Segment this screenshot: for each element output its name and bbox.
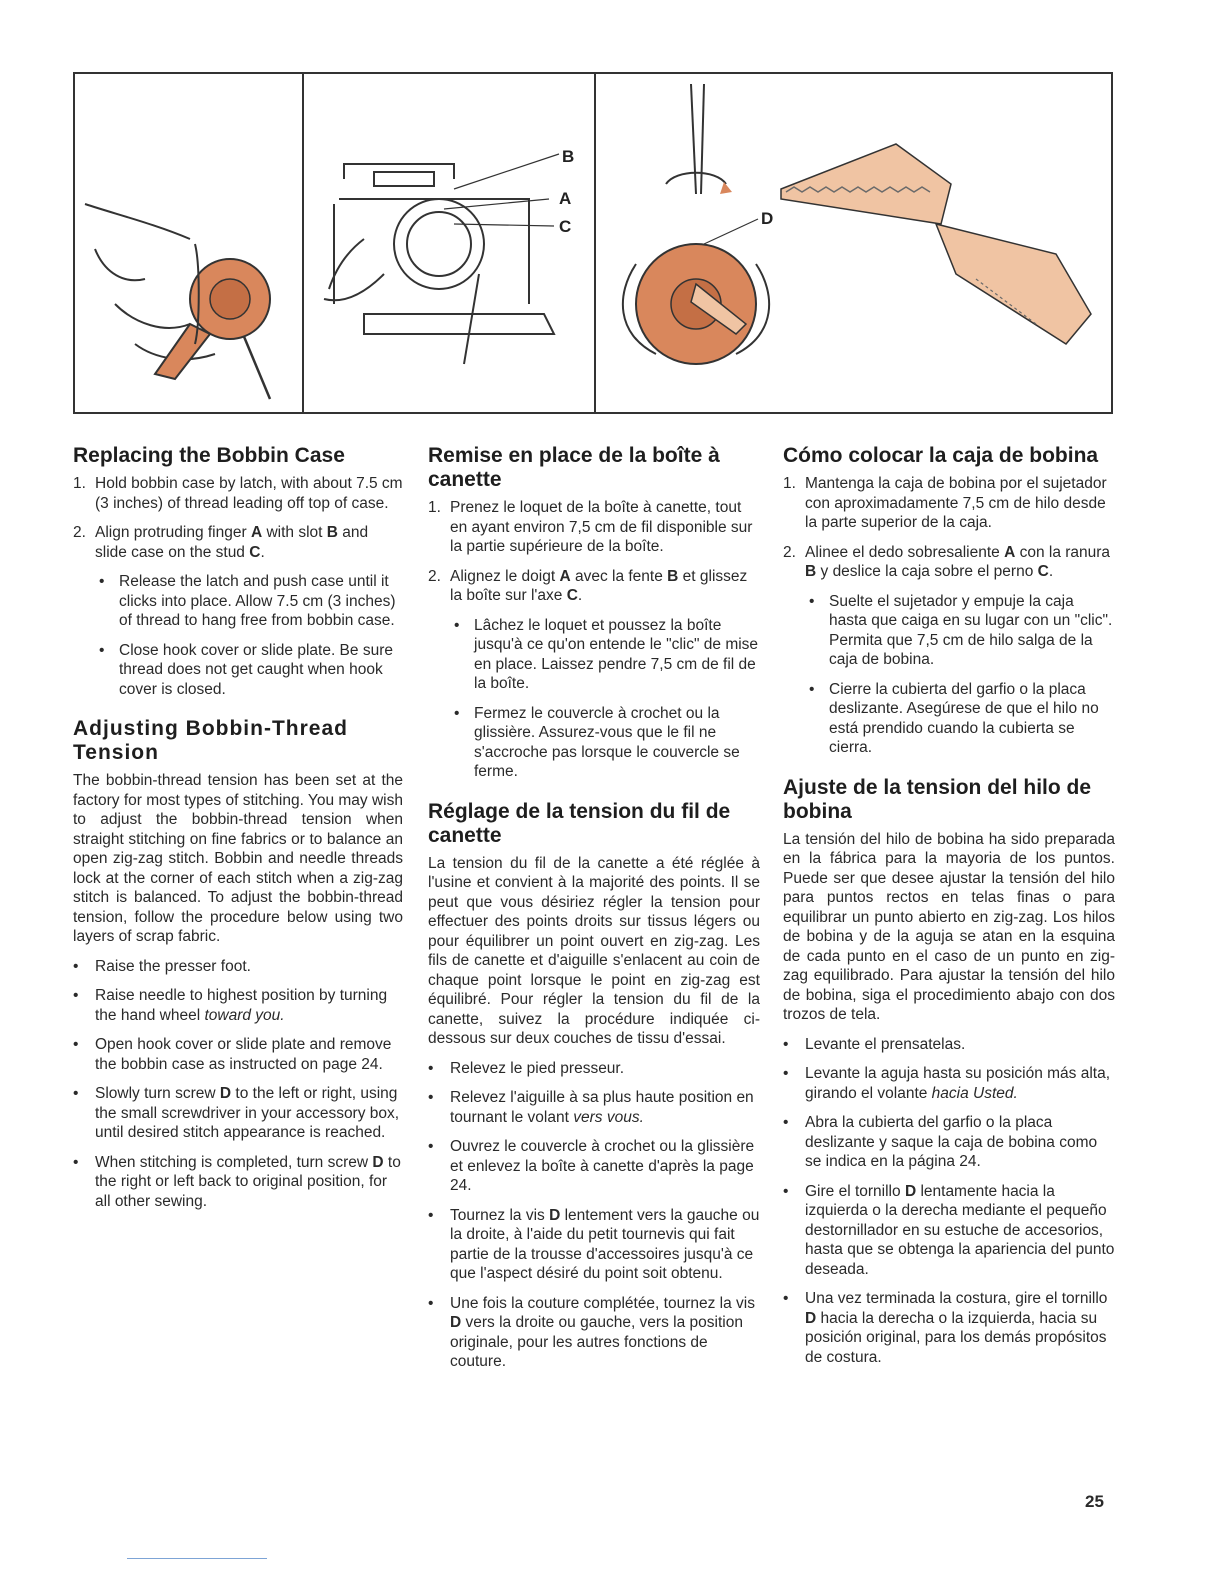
spanish-column — [783, 444, 1115, 1377]
letter-d: D — [549, 1206, 561, 1224]
step-number: 2. — [783, 543, 796, 561]
list-item: • Open hook cover or slide plate and remove the bobbin case as instructed on page 24. — [73, 1035, 403, 1074]
list-item — [73, 1084, 403, 1143]
step-text: Alignez le doigt — [450, 567, 560, 585]
step-2 — [73, 523, 403, 562]
step-text: . — [577, 587, 583, 604]
item-text: Gire el tornillo — [805, 1182, 905, 1200]
step-text: . — [1048, 563, 1054, 580]
callout-c: C — [559, 217, 572, 236]
step-text: and slide case on the stud — [95, 524, 369, 561]
list-item: • Release the latch and push case until it clicks into place. Allow 7.5 cm (3 inches) of thread to hang free from bobbin case. — [73, 572, 403, 631]
step-text: con la ranura — [1015, 543, 1111, 561]
section-title-replacing: Replacing the Bobbin Case — [73, 444, 345, 467]
callout-d: D — [761, 209, 774, 228]
item-emphasis: hacia Usted. — [931, 1084, 1018, 1102]
list-item: • Relevez le pied presseur. — [428, 1059, 760, 1079]
section-title-ajuste: Ajuste de la tension del hilo de bobina — [783, 775, 1092, 823]
list-item: • Levante el prensatelas. — [783, 1035, 1115, 1055]
step-1 — [783, 474, 1115, 533]
sub-bullets — [428, 616, 760, 782]
item-text: hacia la derecha o la izquierda, hacia su posición original, para los demás propósitos de costura. — [805, 1309, 1107, 1366]
step-number: 1. — [428, 499, 441, 516]
step-2 — [428, 567, 760, 606]
page-number: 25 — [1085, 1492, 1104, 1511]
section-title-reglage: Réglage de la tension du fil de canette — [428, 799, 731, 847]
machine-hook-area-illustration — [304, 74, 596, 412]
letter-d: D — [805, 1309, 817, 1327]
item-text: Levante la aguja hasta su posición más alta, girando el volante — [805, 1065, 1111, 1102]
hand-holding-bobbin-case-illustration — [75, 74, 302, 412]
list-item — [73, 986, 403, 1025]
letter-a: A — [1004, 543, 1016, 561]
step-text: y deslice la caja sobre el perno — [816, 563, 1038, 580]
list-item: • Cierre la cubierta del garfio o la placa deslizante. Asegúrese de que el hilo no está prendido cuando la cubierta se cierra. — [783, 680, 1115, 758]
step-text: with slot — [262, 524, 327, 541]
list-item: • Ouvrez le couvercle à crochet ou la glissière et enlevez la boîte à canette d'après la page 24. — [428, 1137, 760, 1196]
step-text: . — [260, 543, 265, 561]
list-item — [783, 1289, 1115, 1367]
step-number: 2. — [73, 524, 86, 541]
item-emphasis: toward you. — [204, 1006, 285, 1024]
french-column — [428, 444, 760, 1382]
list-item — [73, 1153, 403, 1212]
list-item: • Abra la cubierta del garfio o la placa deslizante y saque la caja de bobina como se indica en la página 24. — [783, 1113, 1115, 1172]
letter-d: D — [219, 1085, 232, 1102]
item-text: Tournez la vis — [450, 1206, 550, 1224]
list-item — [428, 1088, 760, 1127]
letter-b: B — [805, 563, 817, 580]
intro-paragraph: La tension du fil de la canette a été réglée à l'usine et convient à la majorité des points. Il se peut que vous désiriez régler la tension pour effectuer des points droits sur tissus légers ou pour équilibrer un point ouvert en zig-zag. Les fils de canette et d'aiguille s'enlacent au coin de chaque point lorsque le point en zig-zag est équilibré. Pour régler la tension du fil de la canette, suivez la procédure indiquée ci-dessous sur deux couches de tissu d'essai. — [428, 854, 760, 1047]
footer-rule — [127, 1558, 267, 1559]
item-emphasis: vers vous. — [573, 1108, 644, 1126]
step-text: Alinee el dedo sobresaliente — [805, 543, 1005, 561]
section-title-remise: Remise en place de la boîte à canette — [428, 444, 720, 491]
callout-a: A — [559, 189, 572, 208]
panel-hold-bobbin-case — [75, 74, 302, 412]
letter-c: C — [1037, 563, 1049, 580]
item-text: Relevez l'aiguille à sa plus haute position en tournant le volant — [450, 1089, 754, 1126]
item-text: to the left or right, using the small screwdriver in your accessory box, until desired stitch appearance is reached. — [95, 1085, 400, 1141]
steps-list — [73, 474, 403, 562]
letter-a: A — [250, 524, 263, 541]
steps-list — [783, 474, 1115, 582]
item-text: Une fois la couture complétée, tournez la vis — [450, 1294, 755, 1312]
letter-c: C — [249, 543, 261, 561]
step-text: et glissez la boîte sur l'axe — [450, 567, 748, 604]
sub-bullets — [783, 592, 1115, 758]
step-text: Hold bobbin case by latch, with about 7.5 cm (3 inches) of thread leading off top of case. — [95, 475, 403, 512]
screwdriver-and-fabric-illustration — [596, 74, 1113, 412]
step-text: Prenez le loquet de la boîte à canette, tout en ayant environ 7,5 cm de fil disponible sur la partie supérieure de la boîte. — [450, 499, 753, 555]
list-item: • Close hook cover or slide plate. Be sure thread does not get caught when hook cover is closed. — [73, 641, 403, 700]
letter-a: A — [559, 567, 571, 585]
step-text: Align protruding finger — [95, 524, 251, 541]
list-item: • Lâchez le loquet et poussez la boîte jusqu'à ce qu'on entende le "clic" de mise en place. Laissez pendre 7,5 cm de fil de la boîte. — [428, 616, 760, 694]
panel-adjust-screw — [594, 74, 1111, 412]
item-text: vers la droite ou gauche, vers la position originale, pour les autres fonctions de couture. — [450, 1314, 743, 1370]
callout-b: B — [562, 147, 575, 166]
intro-paragraph: La tensión del hilo de bobina ha sido preparada en la fábrica para la mayoria de los puntos. Puede ser que desee ajustar la tensión del hilo para puntos rectos en telas finas o para equilibrar un punto abierto en zig-zag. Los hilos de bobina y de la aguja se atan en la esquina de cada punto en el caso de un punto en zig-zag equilibrado. Para ajustar la tensión del hilo de bobina, siga el procedimiento abajo con dos trozos de tela. — [783, 830, 1115, 1023]
letter-d: D — [904, 1182, 917, 1200]
item-text: When stitching is completed, turn screw — [95, 1153, 373, 1171]
bullet-list — [783, 1035, 1115, 1368]
english-column — [73, 444, 403, 1221]
list-item — [428, 1294, 760, 1372]
item-text: to the right or left back to original position, for all other sewing. — [95, 1153, 401, 1210]
steps-list — [428, 498, 760, 606]
list-item — [428, 1206, 760, 1284]
list-item: • Raise the presser foot. — [73, 957, 403, 977]
step-2 — [783, 543, 1115, 582]
item-text: lentamente hacia la izquierda o la derecha mediante el pequeño destornillador en su estuche de accesorios, hasta que se obtenga la apariencia del punto deseada. — [805, 1182, 1115, 1278]
item-text: Una vez terminada la costura, gire el tornillo — [805, 1290, 1108, 1307]
section-title-adjusting: Adjusting Bobbin-Thread Tension — [73, 717, 348, 764]
bullet-list — [73, 957, 403, 1212]
letter-b: B — [326, 524, 338, 541]
list-item: • Fermez le couvercle à crochet ou la glissière. Assurez-vous que le fil ne s'accroche pas lorsque le couvercle se ferme. — [428, 704, 760, 782]
step-number: 1. — [783, 475, 796, 492]
section-title-como: Cómo colocar la caja de bobina — [783, 444, 1099, 467]
illustration-strip — [73, 72, 1113, 414]
list-item — [783, 1182, 1115, 1280]
item-text: Slowly turn screw — [95, 1085, 220, 1102]
list-item: • Suelte el sujetador y empuje la caja hasta que caiga en su lugar con un "clic". Permita que 7,5 cm de hilo salga de la caja de bobina. — [783, 592, 1115, 670]
list-item — [783, 1064, 1115, 1103]
step-text: Mantenga la caja de bobina por el sujetador con aproximadamente 7,5 cm de hilo desde la parte superior de la caja. — [805, 475, 1107, 531]
step-text: avec la fente — [570, 567, 668, 585]
sub-bullets — [73, 572, 403, 699]
letter-d: D — [450, 1314, 462, 1331]
item-text: Raise needle to highest position by turning the hand wheel — [95, 987, 388, 1024]
step-1 — [428, 498, 760, 557]
panel-insert-bobbin-case — [302, 74, 594, 412]
letter-b: B — [667, 567, 679, 585]
step-1 — [73, 474, 403, 513]
item-text: lentement vers la gauche ou la droite, à l'aide du petit tournevis qui fait partie de la trousse d'accessoires jusqu'à ce que l'aspect désiré du point soit obtenu. — [450, 1206, 760, 1282]
bullet-list — [428, 1059, 760, 1372]
step-number: 2. — [428, 567, 441, 585]
letter-d: D — [372, 1153, 384, 1171]
step-number: 1. — [73, 475, 86, 492]
letter-c: C — [566, 587, 578, 604]
intro-paragraph: The bobbin-thread tension has been set at the factory for most types of stitching. You may wish to adjust the bobbin-thread tension when straight stitching on fine fabrics or to balance an open zig-zag stitch. Bobbin and needle threads lock at the corner of each stitch when a zig-zag stitch is balanced. To adjust the bobbin-thread tension, follow the procedure below using two layers of scrap fabric. — [73, 772, 403, 945]
